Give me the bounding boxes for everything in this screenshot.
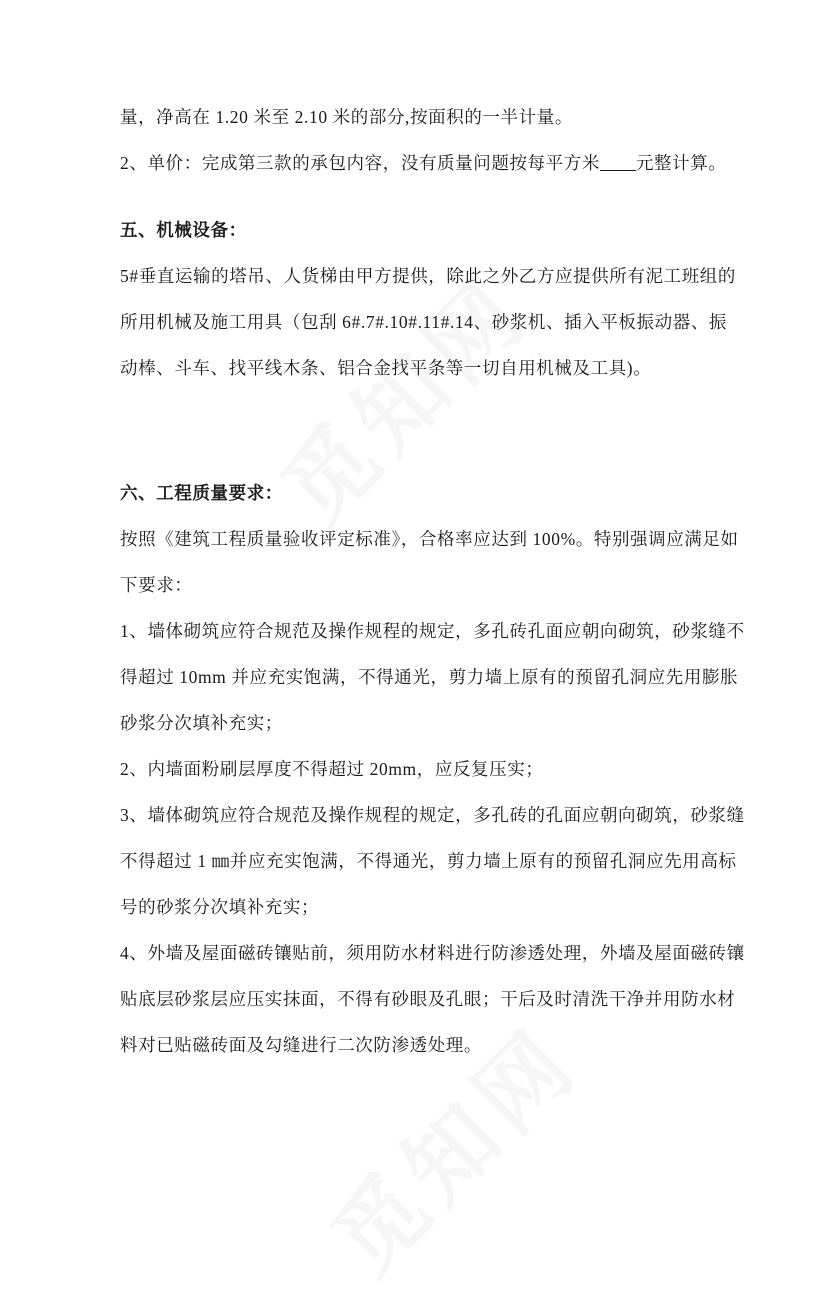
paragraph-line: 不得超过 1 ㎜并应充实饱满，不得通光，剪力墙上原有的预留孔洞应先用高标: [120, 851, 737, 871]
section-heading-machinery: 五、机械设备：: [120, 220, 247, 240]
paragraph-line: 下要求：: [120, 575, 193, 595]
paragraph-line: 料对已贴磁砖面及勾缝进行二次防渗透处理。: [120, 1035, 482, 1055]
section-heading-quality: 六、工程质量要求：: [120, 483, 283, 503]
paragraph-line: 4、外墙及屋面磁砖镶贴前，须用防水材料进行防渗透处理，外墙及屋面磁砖镶: [120, 943, 745, 963]
paragraph-line: 动棒、斗车、找平线木条、铝合金找平条等一切自用机械及工具)。: [120, 358, 652, 378]
paragraph-line: 3、墙体砌筑应符合规范及操作规程的规定，多孔砖的孔面应朝向砌筑，砂浆缝: [120, 805, 745, 825]
paragraph-text: 元整计算。: [635, 153, 727, 173]
unit-price-line: [120, 151, 726, 175]
paragraph-line: 号的砂浆分次填补充实；: [120, 897, 320, 917]
watermark: [248, 243, 552, 547]
paragraph-line: 量，净高在 1.20 米至 2.10 米的部分,按面积的一半计量。: [120, 107, 573, 127]
paragraph-line: 2、内墙面粉刷层厚度不得超过 20mm，应反复压实；: [120, 759, 544, 779]
paragraph-text: 2、单价：完成第三款的承包内容，没有质量问题按每平方米: [120, 153, 600, 173]
paragraph-line: 1、墙体砌筑应符合规范及操作规程的规定，多孔砖孔面应朝向砌筑，砂浆缝不: [120, 621, 745, 641]
price-blank: [600, 152, 636, 171]
paragraph-line: 5#垂直运输的塔吊、人货梯由甲方提供，除此之外乙方应提供所有泥工班组的: [120, 266, 736, 286]
paragraph-line: 贴底层砂浆层应压实抹面，不得有砂眼及孔眼；干后及时清洗干净并用防水材: [120, 989, 736, 1009]
paragraph-line: 所用机械及施工用具（包刮 6#.7#.10#.11#.14、砂浆机、插入平板振动器、振: [120, 312, 728, 332]
paragraph-line: 按照《建筑工程质量验收评定标准》，合格率应达到 100%。特别强调应满足如: [120, 529, 739, 549]
paragraph-line: 砂浆分次填补充实；: [120, 713, 283, 733]
paragraph-line: 得超过 10mm 并应充实饱满，不得通光，剪力墙上原有的预留孔洞应先用膨胀: [120, 667, 739, 687]
